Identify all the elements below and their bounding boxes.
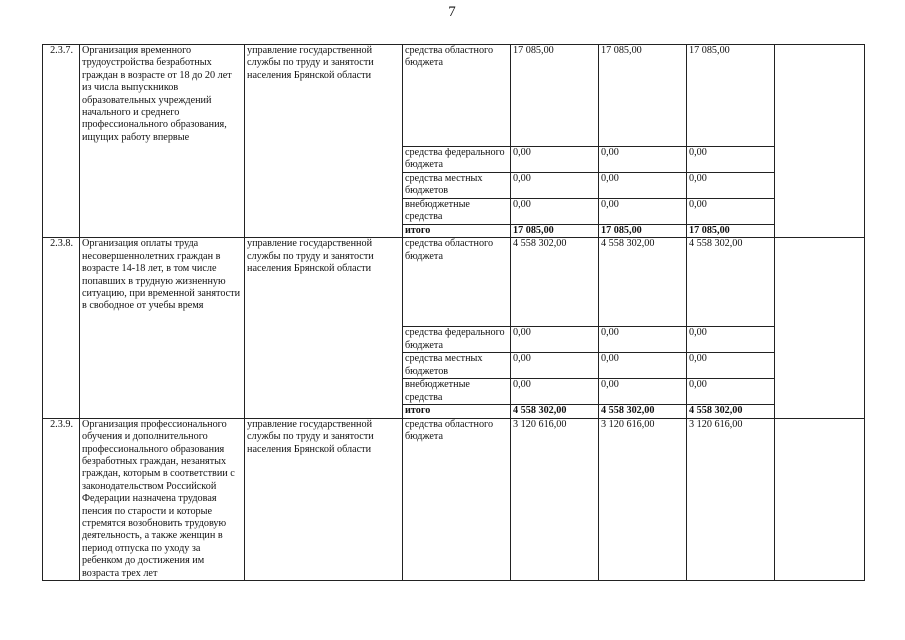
amount-cell: 0,00	[599, 327, 687, 353]
amount-cell: 0,00	[687, 353, 775, 379]
item-number: 2.3.8.	[43, 238, 80, 418]
amount-cell: 0,00	[511, 327, 599, 353]
amount-cell: 0,00	[687, 173, 775, 199]
amount-cell: 17 085,00	[511, 45, 599, 147]
amount-cell: 17 085,00	[599, 45, 687, 147]
amount-total-cell: 17 085,00	[599, 225, 687, 238]
funding-source: средства областного бюджета	[403, 418, 511, 580]
amount-cell: 17 085,00	[687, 45, 775, 147]
amount-cell: 4 558 302,00	[599, 238, 687, 327]
funding-source: внебюджетные средства	[403, 199, 511, 225]
empty-cell	[775, 418, 865, 580]
table-row	[43, 45, 865, 147]
amount-cell: 4 558 302,00	[511, 238, 599, 327]
page-number: 7	[448, 4, 457, 20]
amount-cell: 0,00	[687, 199, 775, 225]
funding-source-total: итого	[403, 225, 511, 238]
amount-cell: 0,00	[599, 147, 687, 173]
amount-cell: 4 558 302,00	[687, 238, 775, 327]
amount-cell: 0,00	[687, 327, 775, 353]
amount-cell: 3 120 616,00	[599, 418, 687, 580]
table-row	[43, 238, 865, 327]
amount-cell: 0,00	[511, 199, 599, 225]
item-number: 2.3.9.	[43, 418, 80, 580]
funding-source: средства местных бюджетов	[403, 353, 511, 379]
item-name: Организация временного трудоустройства безработных граждан в возрасте от 18 до 20 лет из числа выпускников образовательных учреждений начального и среднего профессионального образования, ищущих работу впервые	[80, 45, 245, 238]
amount-cell: 0,00	[599, 379, 687, 405]
amount-total-cell: 4 558 302,00	[511, 405, 599, 418]
funding-source-total: итого	[403, 405, 511, 418]
amount-total-cell: 17 085,00	[687, 225, 775, 238]
amount-cell: 3 120 616,00	[687, 418, 775, 580]
item-number: 2.3.7.	[43, 45, 80, 238]
item-name: Организация профессионального обучения и дополнительного профессионального образования безработных граждан, незанятых граждан, которым в соответствии с законодательством Российской Федерации назначена трудовая пенсия по старости и которые стремятся возобновить трудовую деятельность, а также женщин в период отпуска по уходу за ребенком до достижения им возраста трех лет	[80, 418, 245, 580]
table-row	[43, 418, 865, 580]
item-executor: управление государственной службы по труду и занятости населения Брянской области	[245, 418, 403, 580]
funding-source: средства федерального бюджета	[403, 147, 511, 173]
amount-cell: 0,00	[511, 147, 599, 173]
amount-cell: 0,00	[511, 173, 599, 199]
amount-total-cell: 4 558 302,00	[687, 405, 775, 418]
item-name: Организация оплаты труда несовершеннолетних граждан в возрасте 14-18 лет, в том числе попавших в трудную жизненную ситуацию, при временной занятости в свободное от учебы время	[80, 238, 245, 418]
funding-source: средства областного бюджета	[403, 45, 511, 147]
funding-source: средства областного бюджета	[403, 238, 511, 327]
funding-source: средства местных бюджетов	[403, 173, 511, 199]
amount-cell: 0,00	[511, 353, 599, 379]
amount-cell: 0,00	[687, 379, 775, 405]
amount-cell: 0,00	[687, 147, 775, 173]
funding-source: средства федерального бюджета	[403, 327, 511, 353]
amount-cell: 0,00	[511, 379, 599, 405]
amount-total-cell: 4 558 302,00	[599, 405, 687, 418]
amount-total-cell: 17 085,00	[511, 225, 599, 238]
empty-cell	[775, 238, 865, 418]
budget-table	[42, 44, 865, 581]
amount-cell: 0,00	[599, 173, 687, 199]
amount-cell: 3 120 616,00	[511, 418, 599, 580]
item-executor: управление государственной службы по труду и занятости населения Брянской области	[245, 238, 403, 418]
empty-cell	[775, 45, 865, 238]
funding-source: внебюджетные средства	[403, 379, 511, 405]
amount-cell: 0,00	[599, 353, 687, 379]
item-executor: управление государственной службы по труду и занятости населения Брянской области	[245, 45, 403, 238]
amount-cell: 0,00	[599, 199, 687, 225]
